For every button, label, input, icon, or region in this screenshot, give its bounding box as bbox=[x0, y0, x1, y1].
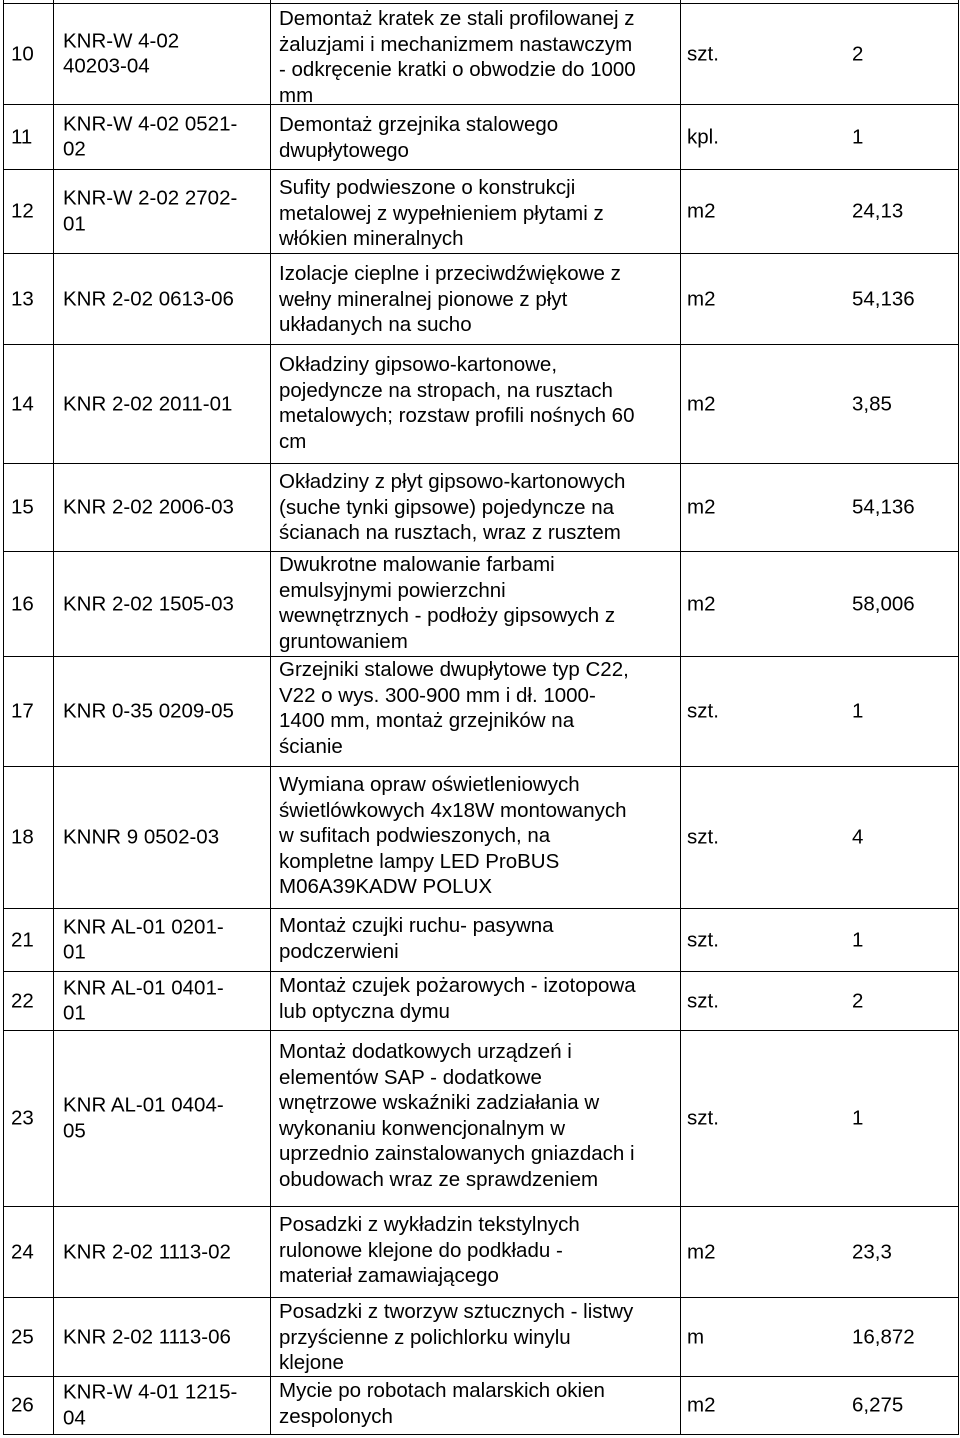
norm-code-cell bbox=[53, 908, 270, 971]
description-line: kompletne lampy LED ProBUS bbox=[279, 849, 560, 873]
row-number: 12 bbox=[11, 199, 34, 223]
row-number-cell bbox=[3, 766, 53, 908]
description-line: cm bbox=[279, 429, 307, 453]
norm-code bbox=[63, 698, 234, 724]
description-line: materiał zamawiającego bbox=[279, 1264, 499, 1287]
norm-code bbox=[63, 975, 224, 1026]
row-number: 16 bbox=[11, 591, 34, 615]
norm-code bbox=[63, 1324, 231, 1350]
unit-cell bbox=[680, 253, 847, 344]
unit-cell bbox=[680, 1376, 847, 1434]
column-divider bbox=[958, 0, 959, 1435]
norm-code-line: KNR-W 4-02 bbox=[63, 29, 180, 52]
description bbox=[279, 1378, 605, 1429]
table-row bbox=[0, 3, 960, 107]
description-cell bbox=[270, 344, 680, 463]
row-divider bbox=[3, 766, 958, 767]
norm-code-line: KNR 2-02 1113-06 bbox=[63, 1324, 231, 1348]
table-row bbox=[0, 1376, 960, 1434]
norm-code-line: 04 bbox=[63, 1406, 86, 1429]
unit-cell bbox=[680, 344, 847, 463]
description-line: Mycie po robotach malarskich okien bbox=[279, 1379, 605, 1402]
quantity-cell bbox=[847, 1030, 960, 1206]
norm-code-cell bbox=[53, 551, 270, 656]
quantity: 24,13 bbox=[852, 199, 904, 223]
description-line: 1400 mm, montaż grzejników na bbox=[279, 709, 575, 732]
description-line: lub optyczna dymu bbox=[279, 999, 450, 1023]
description-line: rulonowe klejone do podkładu - bbox=[279, 1238, 563, 1262]
unit-cell bbox=[680, 169, 847, 253]
unit: m2 bbox=[687, 391, 716, 415]
description bbox=[279, 913, 554, 964]
row-number-cell bbox=[3, 971, 53, 1030]
row-divider bbox=[3, 908, 958, 909]
norm-code-cell bbox=[53, 344, 270, 463]
description bbox=[279, 552, 615, 654]
unit-cell bbox=[680, 908, 847, 971]
unit-cell bbox=[680, 1206, 847, 1297]
norm-code-line: KNR 2-02 0613-06 bbox=[63, 286, 234, 310]
row-divider bbox=[3, 656, 958, 657]
description-line: w sufitach podwieszonych, na bbox=[279, 824, 551, 847]
unit: szt. bbox=[687, 988, 719, 1012]
norm-code-cell bbox=[53, 3, 270, 104]
quantity-cell bbox=[847, 3, 960, 104]
norm-code-line: KNR AL-01 0401- bbox=[63, 976, 224, 999]
description-cell bbox=[270, 908, 680, 971]
description-cell bbox=[270, 551, 680, 656]
description-line: Dwukrotne malowanie farbami bbox=[279, 553, 555, 576]
row-number: 10 bbox=[11, 41, 34, 65]
row-number-cell bbox=[3, 169, 53, 253]
norm-code-line: KNR 2-02 2011-01 bbox=[63, 391, 233, 415]
row-number: 21 bbox=[11, 927, 34, 951]
norm-code bbox=[63, 1093, 224, 1144]
quantity-cell bbox=[847, 253, 960, 344]
norm-code-line: KNR 0-35 0209-05 bbox=[63, 699, 234, 723]
row-divider bbox=[3, 551, 958, 552]
norm-code-cell bbox=[53, 1206, 270, 1297]
description-line: metalowych; rozstaw profili nośnych 60 bbox=[279, 404, 635, 427]
row-divider bbox=[3, 1030, 958, 1031]
row-number-cell bbox=[3, 1206, 53, 1297]
description-line: Montaż czujek pożarowych - izotopowa bbox=[279, 974, 636, 997]
description-line: Montaż czujki ruchu- pasywna bbox=[279, 914, 554, 937]
norm-code-line: 01 bbox=[63, 1001, 86, 1025]
description bbox=[279, 1039, 635, 1192]
unit: szt. bbox=[687, 1106, 719, 1130]
table-row bbox=[0, 656, 960, 766]
quantity: 1 bbox=[852, 1106, 864, 1130]
quantity-cell bbox=[847, 463, 960, 551]
description-cell bbox=[270, 169, 680, 253]
description-line: Posadzki z tworzyw sztucznych - listwy bbox=[279, 1300, 634, 1323]
row-number-cell bbox=[3, 656, 53, 766]
description-line: emulsyjnymi powierzchni bbox=[279, 578, 506, 602]
row-number: 14 bbox=[11, 391, 34, 415]
norm-code bbox=[63, 1380, 237, 1431]
quantity: 6,275 bbox=[852, 1393, 904, 1417]
norm-code-cell bbox=[53, 971, 270, 1030]
norm-code-cell bbox=[53, 253, 270, 344]
description-line: ścianie bbox=[279, 734, 343, 758]
norm-code bbox=[63, 391, 232, 417]
table-row bbox=[0, 551, 960, 656]
description-line: Izolacje cieplne i przeciwdźwiękowe z bbox=[279, 262, 621, 285]
norm-code-line: KNR 2-02 2006-03 bbox=[63, 495, 234, 519]
quantity: 58,006 bbox=[852, 591, 915, 615]
quantity: 23,3 bbox=[852, 1239, 892, 1263]
row-divider bbox=[3, 104, 958, 105]
quantity-cell bbox=[847, 1206, 960, 1297]
table-row bbox=[0, 463, 960, 551]
description-line: Posadzki z wykładzin tekstylnych bbox=[279, 1213, 580, 1236]
row-number: 17 bbox=[11, 699, 34, 723]
unit-cell bbox=[680, 1297, 847, 1376]
quantity-cell bbox=[847, 104, 960, 169]
description-cell bbox=[270, 1206, 680, 1297]
table-row bbox=[0, 1206, 960, 1297]
description-line: żaluzjami i mechanizmem nastawczym bbox=[279, 32, 633, 56]
norm-code-line: 01 bbox=[63, 940, 86, 964]
description bbox=[279, 175, 604, 252]
row-number: 26 bbox=[11, 1393, 34, 1417]
description-line: klejone bbox=[279, 1351, 344, 1374]
description-line: metalowej z wypełnieniem płytami z bbox=[279, 201, 604, 225]
quantity: 16,872 bbox=[852, 1324, 915, 1348]
row-divider bbox=[3, 253, 958, 254]
norm-code-line: KNNR 9 0502-03 bbox=[63, 825, 220, 849]
row-number: 18 bbox=[11, 825, 34, 849]
quantity: 3,85 bbox=[852, 391, 892, 415]
row-number-cell bbox=[3, 1030, 53, 1206]
row-number: 24 bbox=[11, 1239, 34, 1263]
norm-code-cell bbox=[53, 766, 270, 908]
norm-code-line: KNR-W 2-02 2702- bbox=[63, 186, 238, 210]
description-cell bbox=[270, 1376, 680, 1434]
quantity-cell bbox=[847, 766, 960, 908]
norm-code-cell bbox=[53, 169, 270, 253]
quantity-cell bbox=[847, 169, 960, 253]
quantity-cell bbox=[847, 551, 960, 656]
row-number-cell bbox=[3, 104, 53, 169]
unit-cell bbox=[680, 766, 847, 908]
quantity-cell bbox=[847, 1376, 960, 1434]
description-line: świetlówkowych 4x18W montowanych bbox=[279, 798, 627, 822]
description-line: układanych na sucho bbox=[279, 313, 472, 336]
row-number: 13 bbox=[11, 286, 34, 310]
unit-cell bbox=[680, 1030, 847, 1206]
row-divider bbox=[3, 1206, 958, 1207]
row-number-cell bbox=[3, 253, 53, 344]
description-cell bbox=[270, 656, 680, 766]
row-number-cell bbox=[3, 551, 53, 656]
norm-code-cell bbox=[53, 656, 270, 766]
unit-cell bbox=[680, 656, 847, 766]
unit: m2 bbox=[687, 286, 716, 310]
row-number: 11 bbox=[11, 124, 33, 148]
description bbox=[279, 657, 629, 759]
unit-cell bbox=[680, 463, 847, 551]
norm-code bbox=[63, 914, 224, 965]
unit: szt. bbox=[687, 699, 719, 723]
norm-code-line: 05 bbox=[63, 1119, 86, 1142]
quantity: 2 bbox=[852, 988, 864, 1012]
description-line: pojedyncze na stropach, na rusztach bbox=[279, 378, 613, 402]
quantity: 1 bbox=[852, 927, 864, 951]
row-number: 15 bbox=[11, 495, 34, 519]
description-line: Montaż dodatkowych urządzeń i bbox=[279, 1040, 572, 1063]
description bbox=[279, 6, 636, 108]
description-line: (suche tynki gipsowe) pojedyncze na bbox=[279, 495, 615, 519]
description-line: przyścienne z polichlorku winylu bbox=[279, 1325, 571, 1349]
quantity: 1 bbox=[852, 124, 864, 148]
description-cell bbox=[270, 253, 680, 344]
row-divider bbox=[3, 1376, 958, 1377]
table-row bbox=[0, 253, 960, 344]
unit: szt. bbox=[687, 825, 719, 849]
norm-code-cell bbox=[53, 1030, 270, 1206]
norm-code-cell bbox=[53, 1297, 270, 1376]
norm-code bbox=[63, 186, 237, 237]
description-cell bbox=[270, 1297, 680, 1376]
description-line: ścianach na rusztach, wraz z rusztem bbox=[279, 521, 621, 544]
column-divider bbox=[270, 0, 271, 1435]
norm-code bbox=[63, 591, 234, 617]
description bbox=[279, 261, 621, 338]
table-row bbox=[0, 169, 960, 253]
description-line: M06A39KADW POLUX bbox=[279, 875, 493, 898]
unit: m2 bbox=[687, 495, 716, 519]
unit: szt. bbox=[687, 927, 719, 951]
unit: kpl. bbox=[687, 124, 719, 148]
quantity: 54,136 bbox=[852, 495, 915, 519]
norm-code-cell bbox=[53, 104, 270, 169]
row-number-cell bbox=[3, 3, 53, 104]
unit: m2 bbox=[687, 1239, 716, 1263]
unit: szt. bbox=[687, 41, 719, 65]
unit: m2 bbox=[687, 199, 716, 223]
row-divider bbox=[3, 1297, 958, 1298]
row-divider bbox=[3, 971, 958, 972]
unit-cell bbox=[680, 3, 847, 104]
description bbox=[279, 772, 627, 900]
norm-code bbox=[63, 111, 237, 162]
description-line: gruntowaniem bbox=[279, 629, 408, 653]
row-number-cell bbox=[3, 908, 53, 971]
norm-code bbox=[63, 28, 179, 79]
description bbox=[279, 469, 625, 546]
description-line: Okładziny z płyt gipsowo-kartonowych bbox=[279, 470, 626, 493]
description-line: podczerwieni bbox=[279, 939, 399, 963]
description-cell bbox=[270, 1030, 680, 1206]
description-cell bbox=[270, 3, 680, 107]
column-divider bbox=[53, 0, 54, 1435]
description-line: mm bbox=[279, 83, 314, 107]
description bbox=[279, 1212, 580, 1289]
quantity: 2 bbox=[852, 41, 864, 65]
norm-code-line: KNR-W 4-01 1215- bbox=[63, 1380, 238, 1404]
table-row bbox=[0, 1297, 960, 1376]
row-divider bbox=[3, 3, 958, 4]
norm-code-cell bbox=[53, 463, 270, 551]
description bbox=[279, 1299, 633, 1376]
row-number-cell bbox=[3, 1376, 53, 1434]
description-line: zespolonych bbox=[279, 1404, 393, 1428]
description-line: wewnętrznych - podłoży gipsowych z bbox=[279, 604, 616, 627]
unit-cell bbox=[680, 104, 847, 169]
unit-cell bbox=[680, 971, 847, 1030]
description-line: obudowach wraz ze sprawdzeniem bbox=[279, 1167, 599, 1191]
description-line: Sufity podwieszone o konstrukcji bbox=[279, 176, 576, 199]
row-number-cell bbox=[3, 344, 53, 463]
description-line: Wymiana opraw oświetleniowych bbox=[279, 773, 580, 796]
norm-code-line: 02 bbox=[63, 137, 86, 161]
norm-code bbox=[63, 286, 234, 312]
description-cell bbox=[270, 104, 680, 169]
description-line: wełny mineralnej pionowe z płyt bbox=[279, 287, 568, 311]
description-line: wnętrzowe wskaźniki zadziałania w bbox=[279, 1091, 600, 1114]
norm-code-line: 40203-04 bbox=[63, 54, 150, 78]
description-line: Demontaż kratek ze stali profilowanej z bbox=[279, 7, 635, 30]
norm-code-line: 01 bbox=[63, 212, 86, 235]
row-number-cell bbox=[3, 463, 53, 551]
description-line: wykonaniu konwencjonalnym w bbox=[279, 1116, 566, 1140]
norm-code-line: KNR 2-02 1113-02 bbox=[63, 1239, 231, 1263]
row-divider bbox=[3, 169, 958, 170]
unit-cell bbox=[680, 551, 847, 656]
table-row bbox=[0, 908, 960, 971]
description-line: uprzednio zainstalowanych gniazdach i bbox=[279, 1142, 635, 1165]
norm-code-line: KNR-W 4-02 0521- bbox=[63, 112, 238, 135]
unit: m2 bbox=[687, 1393, 716, 1417]
row-number-cell bbox=[3, 1297, 53, 1376]
description bbox=[279, 112, 558, 163]
row-divider bbox=[3, 344, 958, 345]
unit: m bbox=[687, 1324, 705, 1348]
quantity: 54,136 bbox=[852, 286, 915, 310]
norm-code bbox=[63, 824, 219, 850]
table-row bbox=[0, 344, 960, 463]
unit: m2 bbox=[687, 591, 716, 615]
description-line: Grzejniki stalowe dwupłytowe typ C22, bbox=[279, 658, 629, 681]
norm-code-cell bbox=[53, 1376, 270, 1434]
description-line: elementów SAP - dodatkowe bbox=[279, 1065, 542, 1089]
quantity-cell bbox=[847, 1297, 960, 1376]
description bbox=[279, 352, 635, 454]
quantity-cell bbox=[847, 908, 960, 971]
quantity: 1 bbox=[852, 699, 864, 723]
norm-code bbox=[63, 494, 234, 520]
row-number: 23 bbox=[11, 1106, 34, 1130]
row-number: 22 bbox=[11, 988, 34, 1012]
description-line: dwupłytowego bbox=[279, 138, 409, 162]
norm-code-line: KNR 2-02 1505-03 bbox=[63, 591, 234, 615]
norm-code-line: KNR AL-01 0404- bbox=[63, 1093, 224, 1117]
table-row bbox=[0, 1030, 960, 1206]
description-line: włókien mineralnych bbox=[279, 227, 464, 250]
quantity-cell bbox=[847, 656, 960, 766]
row-number: 25 bbox=[11, 1324, 34, 1348]
column-divider bbox=[680, 0, 681, 1435]
norm-code bbox=[63, 1239, 231, 1265]
table-row bbox=[0, 766, 960, 908]
description-cell bbox=[270, 463, 680, 551]
description-cell bbox=[270, 971, 680, 1030]
description bbox=[279, 973, 636, 1024]
column-divider bbox=[3, 0, 4, 1435]
description-line: Okładziny gipsowo-kartonowe, bbox=[279, 353, 558, 376]
norm-code-line: KNR AL-01 0201- bbox=[63, 915, 224, 938]
description-line: - odkręcenie kratki o obwodzie do 1000 bbox=[279, 58, 636, 81]
quantity-cell bbox=[847, 344, 960, 463]
description-line: Demontaż grzejnika stalowego bbox=[279, 113, 559, 136]
row-divider bbox=[3, 463, 958, 464]
quantity-cell bbox=[847, 971, 960, 1030]
table-row bbox=[0, 104, 960, 169]
table-bottom-border bbox=[3, 1434, 958, 1435]
description-line: V22 o wys. 300-900 mm i dł. 1000- bbox=[279, 683, 596, 707]
table-row bbox=[0, 971, 960, 1030]
description-cell bbox=[270, 766, 680, 908]
quantity: 4 bbox=[852, 825, 864, 849]
